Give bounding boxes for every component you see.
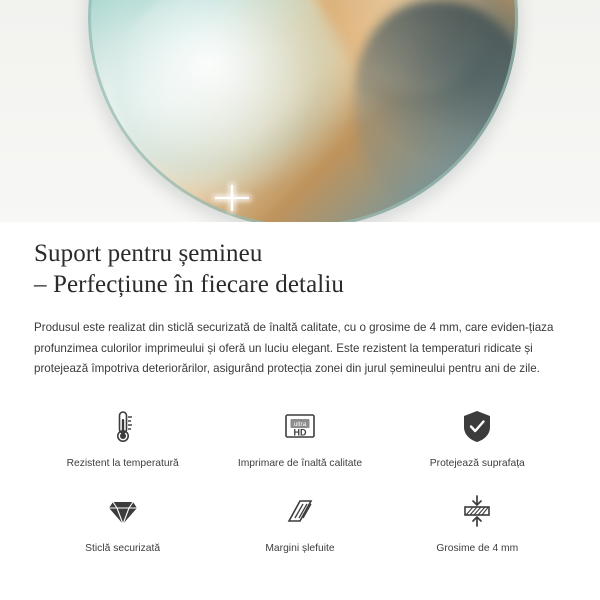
feature-item-tempered-glass — [34, 483, 211, 566]
feature-label: Grosime de 4 mm — [436, 542, 519, 554]
feature-label: Rezistent la temperatură — [66, 457, 179, 469]
thermometer-icon — [101, 404, 145, 448]
headline-line-1: Suport pentru șemineu — [34, 240, 263, 267]
page-title — [34, 238, 566, 300]
feature-label: Margini șlefuite — [265, 542, 335, 554]
thickness-icon — [455, 489, 499, 533]
feature-item-thickness — [389, 483, 566, 566]
feature-label: Protejează suprafața — [429, 457, 525, 469]
ultra-hd-icon — [278, 404, 322, 448]
description-paragraph: Produsul este realizat din sticlă securizată de înaltă calitate, cu o grosime de 4 mm, care eviden-țiaza profunzimea culorilor imprimeului și oferă un luciu elegant. Este rezistent la temperaturi ridicate și protejează împotriva deteriorărilor, asigurând protecția zonei din jurul șemineului pentru ani de zile. — [34, 321, 554, 375]
svg-text:ultra: ultra — [293, 420, 307, 428]
polished-edges-icon — [278, 489, 322, 533]
hero-image — [0, 0, 600, 222]
feature-label: Imprimare de înaltă calitate — [237, 457, 363, 469]
svg-text:HD: HD — [293, 427, 307, 437]
feature-item-surface-protection — [389, 398, 566, 481]
content-area — [0, 238, 600, 566]
feature-label: Sticlă securizată — [85, 542, 161, 554]
feature-item-print-quality — [211, 398, 388, 481]
feature-item-polished-edges — [211, 483, 388, 566]
headline-line-2: – Perfecțiune în fiecare detaliu — [34, 271, 344, 298]
shield-check-icon — [455, 404, 499, 448]
diamond-icon — [101, 489, 145, 533]
feature-list — [34, 398, 566, 566]
feature-item-temperature — [34, 398, 211, 481]
